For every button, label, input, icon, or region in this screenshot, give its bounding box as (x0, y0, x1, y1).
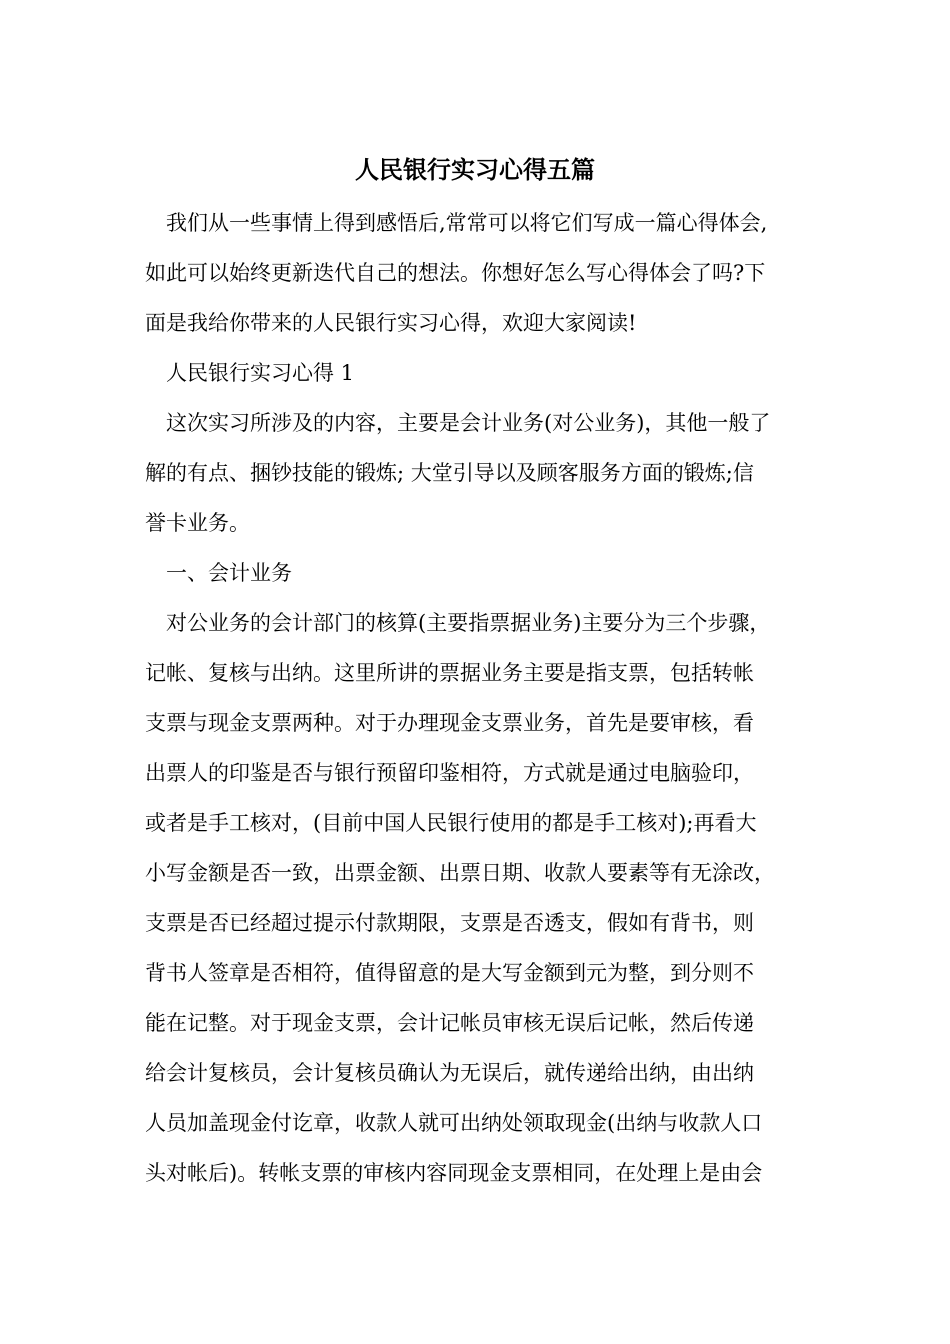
paragraph-accounting: 对公业务的会计部门的核算(主要指票据业务)主要分为三个步骤， 记帐、复核与出纳。这里所讲的票据业务主要是指支票，包括转帐 支票与现金支票两种。对于办理现金支票业务，首先是要审核，看 出票人的印鉴是否与银行预留印鉴相符，方式就是通过电脑验印， 或者是手工核对，(目前中国人民银行使用的都是手工核对);再看大 小写金额是否一致，出票金额、出票日期、收款人要素等有无涂改， 支票是否已经超过提示付款期限，支票是否透支，假如有背书，则 背书人签章是否相符，值得留意的是大写金额到元为整，到分则不 能在记整。对于现金支票，会计记帐员审核无误后记帐，然后传递 给会计复核员，会计复核员确认为无误后，就传递给出纳，由出纳 人员加盖现金付讫章，收款人就可出纳处领取现金(出纳与收款人口 头对帐后)。转帐支票的审核内容同现金支票相同，在处理上是由会 (145, 611, 775, 1185)
document-title: 人民银行实习心得五篇 (355, 156, 595, 184)
subsection-heading-accounting: 一、会计业务 (166, 561, 292, 585)
section-heading-1: 人民银行实习心得 1 (166, 361, 355, 385)
document-body (145, 198, 825, 1198)
paragraph-scope: 这次实习所涉及的内容，主要是会计业务(对公业务)，其他一般了 解的有点、捆钞技能的锻炼; 大堂引导以及顾客服务方面的锻炼;信 誉卡业务。 (145, 411, 771, 535)
paragraph-intro: 我们从一些事情上得到感悟后,常常可以将它们写成一篇心得体会, 如此可以始终更新迭代自己的想法。你想好怎么写心得体会了吗?下 面是我给你带来的人民银行实习心得，欢迎大家阅读! (145, 211, 768, 335)
